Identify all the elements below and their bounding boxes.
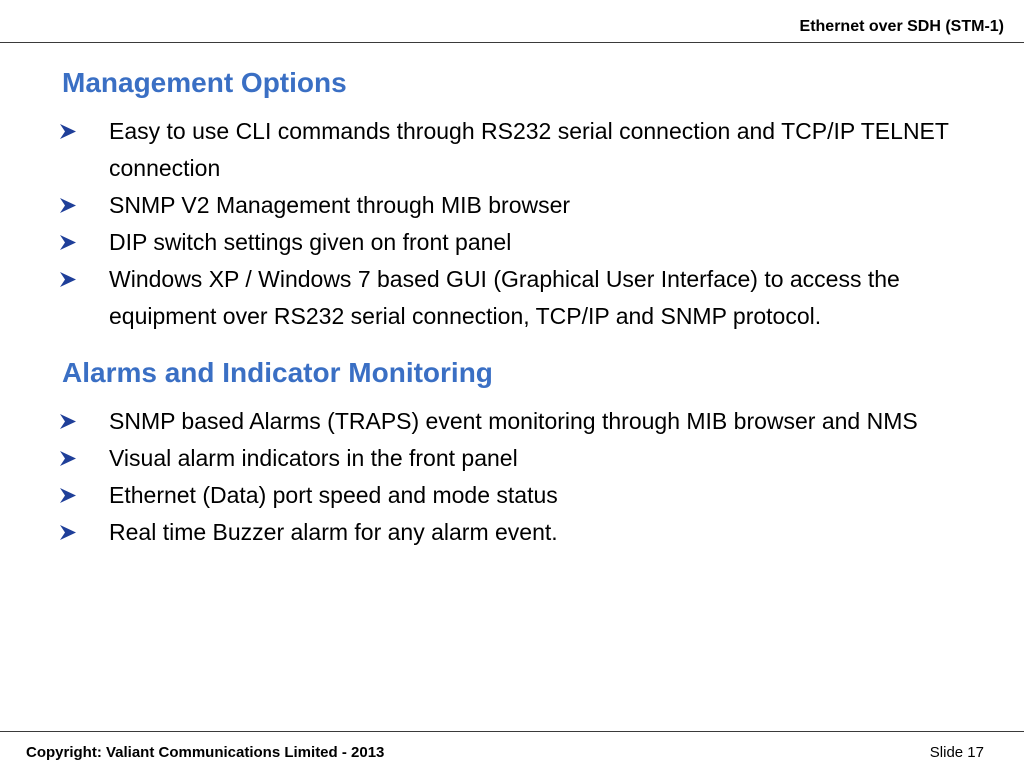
- arrow-bullet-icon: [60, 514, 82, 551]
- list-item: [0, 224, 1024, 261]
- section-heading-management-options: Management Options: [62, 67, 347, 98]
- list-item: [0, 113, 1024, 187]
- footer-copyright: Copyright: Valiant Communications Limited - 2013: [26, 744, 385, 761]
- bullet-text: Ethernet (Data) port speed and mode status: [109, 482, 558, 508]
- arrow-bullet-icon: [60, 224, 82, 261]
- bullet-text: Windows XP / Windows 7 based GUI (Graphical User Interface) to access the equipment over RS232 serial connection, TCP/IP and SNMP protocol.: [109, 266, 900, 329]
- management-options-list: [0, 113, 1024, 335]
- bullet-text: Easy to use CLI commands through RS232 serial connection and TCP/IP TELNET connection: [109, 118, 949, 181]
- list-item: [0, 477, 1024, 514]
- bullet-text: SNMP V2 Management through MIB browser: [109, 192, 571, 218]
- arrow-bullet-icon: [60, 113, 82, 150]
- alarms-monitoring-list: [0, 403, 1024, 551]
- list-item: [0, 440, 1024, 477]
- bullet-text: Visual alarm indicators in the front panel: [109, 445, 518, 471]
- list-item: [0, 514, 1024, 551]
- bullet-text: SNMP based Alarms (TRAPS) event monitoring through MIB browser and NMS: [109, 408, 918, 434]
- list-item: [0, 403, 1024, 440]
- bullet-text: Real time Buzzer alarm for any alarm event.: [109, 519, 558, 545]
- arrow-bullet-icon: [60, 187, 82, 224]
- slide-number: Slide 17: [929, 744, 984, 761]
- slide-header-title: Ethernet over SDH (STM-1): [799, 18, 1004, 35]
- arrow-bullet-icon: [60, 261, 82, 298]
- footer-divider: [0, 731, 1024, 732]
- bullet-text: DIP switch settings given on front panel: [109, 229, 512, 255]
- arrow-bullet-icon: [60, 477, 82, 514]
- arrow-bullet-icon: [60, 403, 82, 440]
- list-item: [0, 261, 1024, 335]
- arrow-bullet-icon: [60, 440, 82, 477]
- list-item: [0, 187, 1024, 224]
- header-divider: [0, 42, 1024, 43]
- section-heading-alarms-monitoring: Alarms and Indicator Monitoring: [62, 357, 493, 388]
